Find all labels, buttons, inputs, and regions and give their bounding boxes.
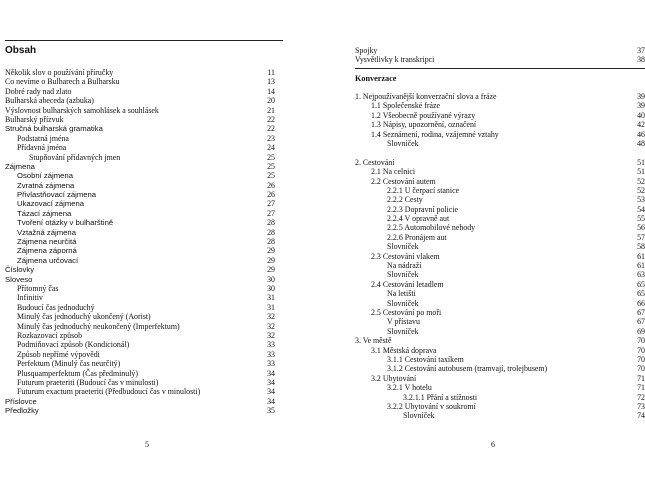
toc-entry-page: 30 bbox=[267, 283, 275, 293]
toc-entry bbox=[5, 190, 283, 199]
toc-entry-title: 2.2.5 Automobilové nehody bbox=[387, 223, 476, 233]
toc-entry bbox=[5, 322, 283, 331]
toc-entry bbox=[355, 139, 645, 148]
toc-entry-page: 65 bbox=[637, 289, 645, 299]
toc-entry-title: 2.2.4 V opravně aut bbox=[387, 214, 450, 224]
toc-entry-page: 21 bbox=[267, 105, 275, 115]
toc-entry-page: 24 bbox=[267, 143, 275, 153]
toc-entry bbox=[355, 336, 645, 345]
toc-entry-title: 1. Nejpoužívanější konverzační slova a fráze bbox=[355, 92, 497, 101]
toc-entry bbox=[355, 223, 645, 232]
toc-entry-page: 31 bbox=[267, 293, 275, 303]
toc-entry bbox=[355, 130, 645, 139]
toc-entry bbox=[5, 312, 283, 321]
toc-entry-title: Vztažná zájmena bbox=[17, 227, 76, 237]
toc-entry-title: 2.3 Cestování vlakem bbox=[371, 251, 440, 261]
toc-entry-page: 34 bbox=[267, 377, 275, 387]
toc-entry-page: 38 bbox=[637, 55, 645, 65]
toc-entry bbox=[5, 369, 283, 378]
toc-entry-page: 33 bbox=[267, 359, 275, 369]
toc-entry-title: 2.2.6 Pronájem aut bbox=[387, 232, 447, 242]
toc-entry-title: Ukazovací zájmena bbox=[17, 199, 85, 209]
toc-entry bbox=[355, 411, 645, 420]
toc-entry bbox=[355, 233, 645, 242]
toc-entry-page: 61 bbox=[637, 251, 645, 261]
toc-entry-page: 33 bbox=[267, 340, 275, 350]
toc-entry-title: Co nevíme o Bulharech a Bulharsku bbox=[5, 77, 120, 87]
toc-entry-page: 72 bbox=[637, 392, 645, 402]
toc-entry-page: 34 bbox=[267, 368, 275, 378]
toc-entry-page: 33 bbox=[267, 349, 275, 359]
toc-entry-title: Osobní zájmena bbox=[17, 171, 73, 181]
toc-entry-title: 1.4 Seznámení, rodina, vzájemné vztahy bbox=[371, 129, 499, 139]
toc-entry-title: 3.2.1.1 Přání a stížnosti bbox=[403, 392, 478, 402]
toc-entry-page: 28 bbox=[267, 218, 275, 228]
toc-entry-title: Výslovnost bulharských samohlásek a souhlásek bbox=[5, 105, 159, 115]
toc-entry-title: 2.1 Na celnici bbox=[371, 167, 416, 177]
toc-entry bbox=[5, 143, 283, 152]
toc-entry bbox=[5, 265, 283, 274]
toc-entry bbox=[5, 96, 283, 105]
toc-entry-page: 22 bbox=[267, 124, 275, 134]
toc-entry-page: 69 bbox=[637, 326, 645, 336]
toc-entry-title: Zvratná zájmena bbox=[17, 180, 75, 190]
page-number: 5 bbox=[145, 440, 149, 449]
toc-entry bbox=[5, 209, 283, 218]
top-rule bbox=[5, 40, 283, 41]
toc-entry bbox=[355, 214, 645, 223]
toc-entry bbox=[355, 289, 645, 298]
toc-list-right-top bbox=[355, 46, 645, 65]
toc-entry bbox=[5, 228, 283, 237]
toc-entry bbox=[355, 177, 645, 186]
toc-entry-title: 3.1.1 Cestování taxíkem bbox=[387, 354, 464, 364]
toc-entry-page: 70 bbox=[637, 345, 645, 355]
toc-entry bbox=[355, 364, 645, 373]
toc-entry-page: 70 bbox=[637, 336, 645, 346]
toc-entry bbox=[5, 77, 283, 86]
toc-entry-page: 40 bbox=[637, 110, 645, 120]
toc-entry-title: 1.3 Nápisy, upozornění, označení bbox=[371, 120, 477, 130]
toc-entry bbox=[355, 92, 645, 101]
toc-entry-title: Podstatná jména bbox=[17, 133, 69, 143]
toc-entry-title: Plusquamperfektum (Čas předminulý) bbox=[17, 368, 138, 378]
toc-entry-title: Přídavná jména bbox=[17, 143, 67, 153]
toc-entry-page: 42 bbox=[637, 120, 645, 130]
toc-entry-title: Minulý čas jednoduchý ukončený (Aorist) bbox=[17, 312, 151, 322]
toc-entry-page: 71 bbox=[637, 373, 645, 383]
toc-entry-page: 51 bbox=[637, 157, 645, 167]
toc-entry-page: 25 bbox=[267, 161, 275, 171]
toc-entry bbox=[355, 148, 645, 157]
toc-list-left bbox=[5, 68, 283, 415]
toc-entry-page: 26 bbox=[267, 190, 275, 200]
toc-entry bbox=[5, 181, 283, 190]
toc-entry-page: 58 bbox=[637, 242, 645, 252]
toc-entry bbox=[355, 317, 645, 326]
toc-entry-page: 51 bbox=[637, 167, 645, 177]
toc-entry-title: 2.2.2 Cesty bbox=[387, 195, 423, 205]
toc-entry-page: 29 bbox=[267, 246, 275, 256]
toc-entry-title: Slovníček bbox=[403, 411, 435, 421]
toc-entry-page: 32 bbox=[267, 321, 275, 331]
toc-entry bbox=[5, 171, 283, 180]
toc-entry-title: Slovníček bbox=[387, 326, 419, 336]
toc-entry bbox=[5, 406, 283, 415]
toc-entry-page: 61 bbox=[637, 261, 645, 271]
toc-entry-title: Slovníček bbox=[387, 242, 419, 252]
toc-entry-page: 29 bbox=[267, 265, 275, 275]
toc-entry-page: 31 bbox=[267, 302, 275, 312]
toc-entry bbox=[355, 158, 645, 167]
toc-entry bbox=[5, 331, 283, 340]
toc-entry-page: 25 bbox=[267, 171, 275, 181]
toc-entry-title: 2.2.1 U čerpací stanice bbox=[387, 185, 460, 195]
toc-entry-title: Slovníček bbox=[387, 298, 419, 308]
toc-entry bbox=[5, 153, 283, 162]
toc-entry bbox=[5, 87, 283, 96]
toc-entry bbox=[5, 199, 283, 208]
toc-entry bbox=[355, 195, 645, 204]
toc-entry-title: Futurum exactum praeteriti (Předbudoucí čas v minulosti) bbox=[17, 387, 201, 397]
toc-entry bbox=[5, 106, 283, 115]
toc-entry bbox=[5, 162, 283, 171]
toc-entry-title: 1.2 Všeobecně používané výrazy bbox=[371, 110, 476, 120]
toc-entry-title: Přivlastňovací zájmena bbox=[17, 190, 97, 200]
toc-entry-page: 23 bbox=[267, 133, 275, 143]
toc-entry bbox=[355, 167, 645, 176]
toc-entry-title: Bulharská abeceda (azbuka) bbox=[5, 96, 94, 106]
toc-entry bbox=[355, 402, 645, 411]
toc-entry-page: 55 bbox=[637, 214, 645, 224]
toc-entry-page: 39 bbox=[637, 101, 645, 111]
section-rule bbox=[355, 68, 645, 69]
toc-entry bbox=[5, 275, 283, 284]
toc-entry-title: Slovníček bbox=[387, 138, 419, 148]
toc-entry bbox=[5, 303, 283, 312]
toc-entry-title: Přítomný čas bbox=[17, 283, 59, 293]
toc-entry-title: 2.5 Cestování po moři bbox=[371, 307, 442, 317]
toc-entry-title: Bulharský přízvuk bbox=[5, 114, 64, 124]
toc-entry bbox=[355, 111, 645, 120]
toc-entry-title: Spojky bbox=[355, 46, 378, 55]
toc-entry bbox=[355, 252, 645, 261]
toc-entry-title: Vysvětlivky k transkripci bbox=[355, 55, 435, 65]
toc-entry bbox=[5, 124, 283, 133]
toc-entry-page: 71 bbox=[637, 383, 645, 393]
toc-entry bbox=[355, 355, 645, 364]
toc-entry-page: 70 bbox=[637, 354, 645, 364]
toc-entry-title: Tázací zájmena bbox=[17, 208, 72, 218]
toc-entry-title: Futurum praeteriti (Budoucí čas v minulosti) bbox=[17, 377, 159, 387]
toc-entry bbox=[355, 205, 645, 214]
toc-entry-title: 3.1.2 Cestování autobusem (tramvají, trolejbusem) bbox=[387, 364, 548, 374]
toc-entry-page: 57 bbox=[637, 232, 645, 242]
toc-entry-title: Rozkazovací způsob bbox=[17, 330, 83, 340]
toc-entry-page: 73 bbox=[637, 401, 645, 411]
toc-entry bbox=[355, 101, 645, 110]
toc-entry bbox=[5, 237, 283, 246]
toc-entry-title: Slovníček bbox=[387, 270, 419, 280]
toc-entry-page: 30 bbox=[267, 274, 275, 284]
toc-entry bbox=[5, 340, 283, 349]
toc-entry-title: 2. Cestování bbox=[355, 157, 395, 167]
toc-entry-page: 52 bbox=[637, 176, 645, 186]
toc-entry-title: Infinitiv bbox=[17, 293, 43, 303]
toc-entry bbox=[5, 293, 283, 302]
toc-entry-page: 53 bbox=[637, 195, 645, 205]
toc-entry-title: Podmiňovací způsob (Kondicionál) bbox=[17, 340, 130, 350]
toc-entry-page: 34 bbox=[267, 387, 275, 397]
toc-entry-page: 20 bbox=[267, 96, 275, 106]
toc-entry-page: 27 bbox=[267, 208, 275, 218]
toc-entry-title: V přístavu bbox=[387, 317, 420, 327]
toc-entry-page: 67 bbox=[637, 317, 645, 327]
section-heading: Konverzace bbox=[355, 74, 397, 83]
toc-entry-title: Způsob nepřímé výpovědi bbox=[17, 349, 100, 359]
toc-entry bbox=[5, 246, 283, 255]
toc-entry bbox=[5, 115, 283, 124]
toc-entry bbox=[355, 261, 645, 270]
toc-entry-page: 35 bbox=[267, 406, 275, 416]
toc-entry-title: Předložky bbox=[5, 406, 39, 416]
toc-entry bbox=[355, 46, 645, 55]
toc-entry bbox=[5, 359, 283, 368]
toc-entry-title: Zájmena neurčitá bbox=[17, 237, 77, 247]
toc-entry-title: 3. Ve městě bbox=[355, 336, 392, 346]
toc-entry-page: 54 bbox=[637, 204, 645, 214]
toc-entry-page: 14 bbox=[267, 86, 275, 96]
toc-entry-title: 2.2 Cestování autem bbox=[371, 176, 436, 186]
toc-entry-page: 37 bbox=[637, 46, 645, 55]
toc-entry-page: 11 bbox=[267, 68, 275, 77]
toc-entry-page: 26 bbox=[267, 180, 275, 190]
toc-entry-page: 32 bbox=[267, 312, 275, 322]
toc-entry-page: 67 bbox=[637, 307, 645, 317]
toc-entry bbox=[5, 387, 283, 396]
toc-entry-page: 13 bbox=[267, 77, 275, 87]
toc-entry bbox=[355, 186, 645, 195]
toc-entry-page: 63 bbox=[637, 270, 645, 280]
toc-entry bbox=[355, 393, 645, 402]
toc-entry bbox=[355, 374, 645, 383]
toc-entry-title: Zájmena bbox=[5, 161, 35, 171]
toc-entry-title: 2.4 Cestování letadlem bbox=[371, 279, 444, 289]
toc-entry bbox=[5, 218, 283, 227]
toc-entry-title: Číslovky bbox=[5, 265, 35, 275]
toc-entry-page: 65 bbox=[637, 279, 645, 289]
toc-entry-title: Minulý čas jednoduchý neukončený (Imperfektum) bbox=[17, 321, 180, 331]
toc-entry bbox=[355, 242, 645, 251]
toc-entry-page: 46 bbox=[637, 129, 645, 139]
toc-entry-title: Sloveso bbox=[5, 274, 33, 284]
toc-entry bbox=[5, 284, 283, 293]
toc-entry-page: 70 bbox=[637, 364, 645, 374]
toc-entry-page: 48 bbox=[637, 138, 645, 148]
toc-entry bbox=[5, 134, 283, 143]
toc-entry-title: 3.1 Městská doprava bbox=[371, 345, 437, 355]
toc-entry-page: 56 bbox=[637, 223, 645, 233]
toc-entry-page: 22 bbox=[267, 114, 275, 124]
toc-entry bbox=[355, 308, 645, 317]
toc-entry-title: Stručná bulharská gramatika bbox=[5, 124, 103, 134]
toc-entry-title: Budoucí čas jednoduchý bbox=[17, 302, 95, 312]
toc-entry-page: 34 bbox=[267, 396, 275, 406]
toc-heading: Obsah bbox=[5, 45, 37, 56]
toc-entry-title: 2.2.3 Dopravní policie bbox=[387, 204, 459, 214]
toc-entry-page: 39 bbox=[637, 92, 645, 101]
toc-entry bbox=[355, 327, 645, 336]
toc-entry-title: Tvoření otázky v bulharštině bbox=[17, 218, 114, 228]
toc-entry-title: Stupňování přídavných jmen bbox=[29, 152, 121, 162]
toc-entry-title: Perfektum (Minulý čas neurčitý) bbox=[17, 359, 121, 369]
toc-entry bbox=[355, 346, 645, 355]
toc-entry-title: 3.2.1 V hotelu bbox=[387, 383, 432, 393]
toc-entry bbox=[5, 397, 283, 406]
toc-entry bbox=[5, 256, 283, 265]
toc-entry-title: 3.2.2 Ubytování v soukromí bbox=[387, 401, 476, 411]
toc-entry-page: 66 bbox=[637, 298, 645, 308]
toc-entry bbox=[355, 383, 645, 392]
toc-entry bbox=[355, 299, 645, 308]
toc-entry-page: 27 bbox=[267, 199, 275, 209]
toc-entry-title: Několik slov o používání příručky bbox=[5, 68, 114, 77]
toc-entry-title: Na letišti bbox=[387, 289, 416, 299]
toc-entry-page: 52 bbox=[637, 185, 645, 195]
toc-entry bbox=[5, 350, 283, 359]
toc-list-right bbox=[355, 92, 645, 421]
toc-entry-title: Zájmena záporná bbox=[17, 246, 77, 256]
toc-entry-title: Zájmena určovací bbox=[17, 255, 79, 265]
toc-entry-title: 1.1 Společenské fráze bbox=[371, 101, 441, 111]
toc-entry-page: 28 bbox=[267, 237, 275, 247]
toc-entry-title: Na nádraží bbox=[387, 261, 422, 271]
toc-entry bbox=[355, 280, 645, 289]
toc-entry-page: 29 bbox=[267, 255, 275, 265]
toc-entry-title: Dobré rady nad zlato bbox=[5, 86, 72, 96]
toc-entry bbox=[355, 120, 645, 129]
toc-entry-page: 25 bbox=[267, 152, 275, 162]
toc-entry-page: 74 bbox=[637, 411, 645, 421]
page-number: 6 bbox=[491, 440, 495, 449]
toc-entry-title: 3.2 Ubytování bbox=[371, 373, 417, 383]
toc-entry-title: Příslovce bbox=[5, 396, 37, 406]
toc-entry bbox=[355, 270, 645, 279]
toc-entry-page: 28 bbox=[267, 227, 275, 237]
toc-entry-page: 32 bbox=[267, 330, 275, 340]
toc-entry bbox=[355, 55, 645, 64]
toc-entry bbox=[5, 378, 283, 387]
toc-entry bbox=[5, 68, 283, 77]
